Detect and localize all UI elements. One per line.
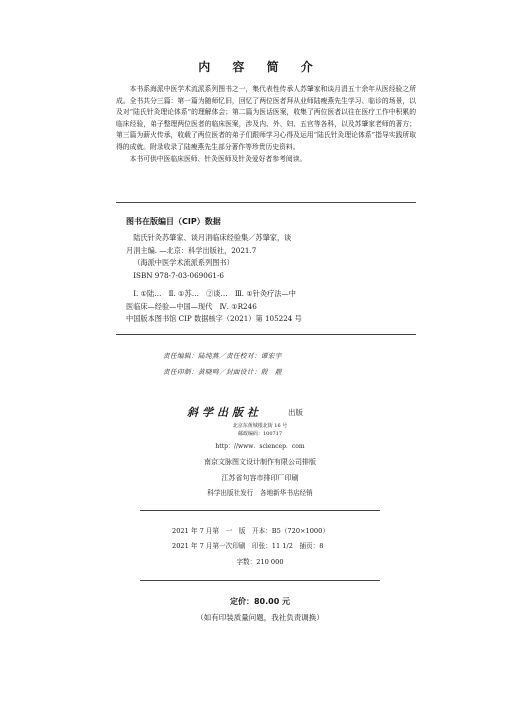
price: 定价：80.00 元 [229, 597, 291, 606]
editorial-staff-line: 责任编辑：陆纯燕／责任校对：谭宏宇 [163, 352, 282, 360]
imprint-rule [140, 510, 380, 511]
publisher-postcode: 邮政编码：100717 [237, 431, 283, 437]
cip-top-rule [116, 202, 416, 203]
cip-record [126, 232, 411, 314]
edition-line: 2021 年 7 月第 一 版 开本：B5（720×1000） [172, 527, 329, 535]
cip-bottom-rule [116, 334, 416, 335]
publisher-website: http：//www．sciencep．com [215, 443, 305, 450]
publisher-logo: 斜学出版社 [187, 406, 262, 419]
page-title: 内 容 简 介 [198, 60, 322, 74]
printing-line: 2021 年 7 月第一次印刷 印张：11 1/2 插页：8 [172, 542, 324, 550]
content-summary [116, 84, 416, 165]
cip-classification-line: 医临床—经验—中国—现代 Ⅳ. ①R246 [126, 301, 257, 311]
summary-paragraph: 本书系海派中医学术流派系列图书之一，集代表性传承人苏肇家和谈月涓五十余年从医经验之所成。全书共分三篇：第一篇为随师忆旧，回忆了两位医者拜从业师陆瘦燕先生学习、临诊的场景，以及对“陆氏针灸理论体系”的理解体会；第二篇为医话医案，收集了两位医者以往在医疗工作中积累的临床经验，弟子整理两位医者的临床医案，涉及内、外、妇、五官等各科，以及苏肇家老师的著方；第三篇为薪火传承，收载了两位医者的弟子们跟师学习心得及运用“陆氏针灸理论体系”指导实践所取得的成就。附录收录了陆瘦燕先生部分著作等珍贵历史资料。 [116, 85, 416, 151]
publisher-suffix: 出版 [288, 408, 303, 417]
publisher-address: 北京东黄城根北街 16 号 [232, 423, 288, 429]
word-count: 字数：210 000 [236, 558, 284, 566]
cip-line: （海派中医学术流派系列图书） [133, 258, 234, 268]
cip-line: 月涓主编. —北京：科学出版社，2021.7 [126, 245, 257, 255]
distribution-line: 科学出版社发行 各地新华书店经销 [207, 489, 313, 497]
cip-heading: 图书在版编目（CIP）数据 [126, 217, 221, 226]
printer-line: 江苏省句容市排印厂印刷 [221, 474, 299, 482]
typesetter-line: 南京文脉图文设计制作有限公司排版 [204, 458, 316, 466]
cip-data-number: 中国版本图书馆 CIP 数据核字（2021）第 105224 号 [126, 314, 302, 323]
price-rule [140, 580, 380, 581]
production-staff-line: 责任印制：黄晓鸣／封面设计：殷 靓 [163, 368, 282, 376]
cip-line: 陆氏针灸苏肇家、谈月涓临床经验集／苏肇家，谈 [133, 233, 292, 242]
cip-classification-line: Ⅰ. ①陆… Ⅱ. ①苏… ②谈… Ⅲ. ①针灸疗法—中 [133, 289, 296, 299]
quality-note: （如有印装质量问题，我社负责调换） [196, 613, 324, 622]
cip-line: ISBN 978-7-03-069061-6 [133, 270, 224, 280]
summary-paragraph: 本书可供中医临床医师、针灸医师及针灸爱好者参考阅读。 [129, 154, 307, 163]
